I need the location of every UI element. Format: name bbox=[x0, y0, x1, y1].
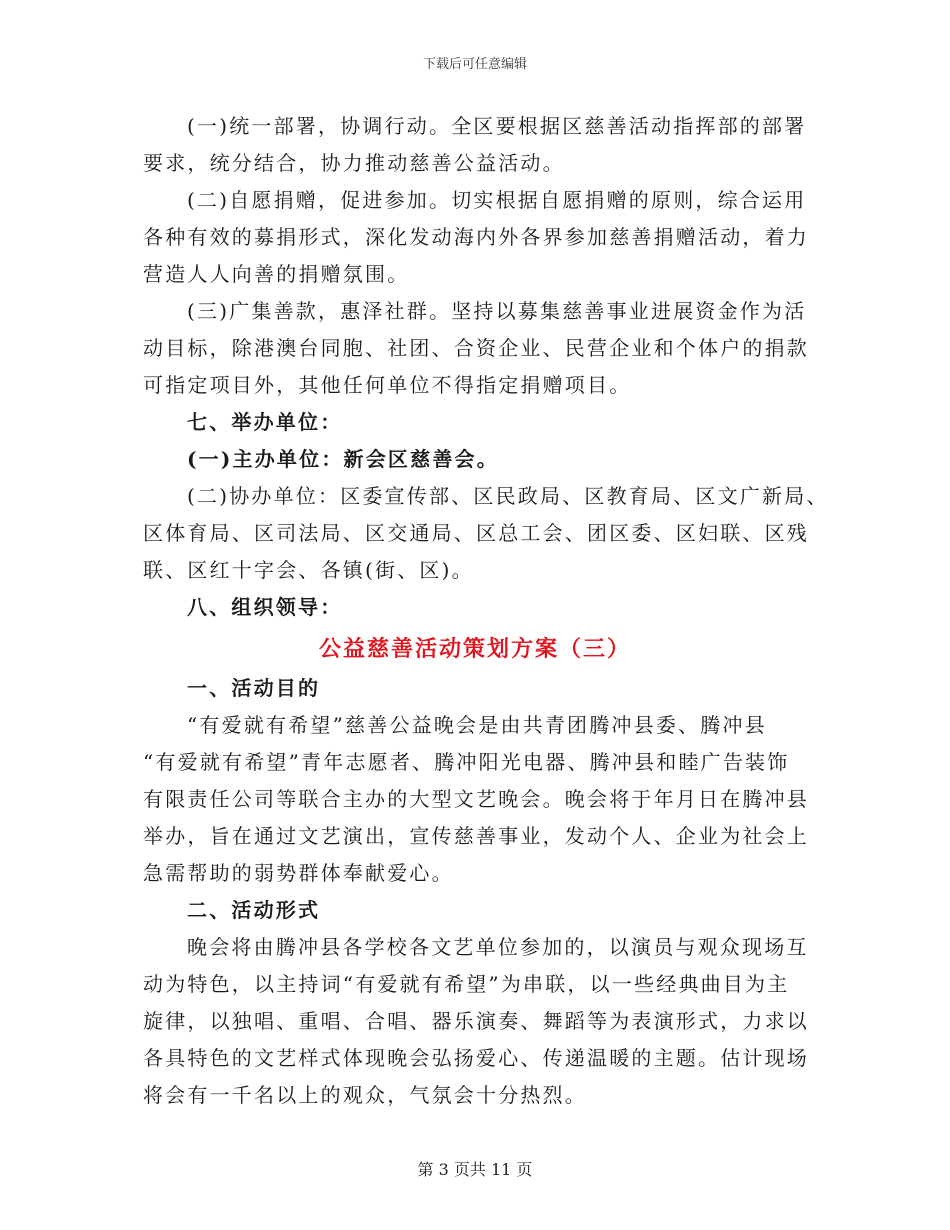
text-line: (一)统一部署，协调行动。全区要根据区慈善活动指挥部的部署 bbox=[187, 114, 807, 138]
page-header: 下载后可任意编辑 bbox=[422, 57, 527, 72]
text-line: 将会有一千名以上的观众，气氛会十分热烈。 bbox=[143, 1083, 587, 1107]
paragraph-1 bbox=[143, 108, 808, 182]
section-heading: 二、活动形式 bbox=[187, 898, 321, 922]
text-line: (二)协办单位：区委宣传部、区民政局、区教育局、区文广新局、 bbox=[187, 484, 829, 508]
text-line: 动为特色，以主持词“有爱就有希望”为串联，以一些经典曲目为主 bbox=[143, 972, 790, 996]
text-line: 各种有效的募捐形式，深化发动海内外各界参加慈善捐赠活动，着力 bbox=[143, 225, 809, 249]
document-title: 公益慈善活动策划方案（三） bbox=[318, 636, 631, 662]
text-line: “有爱就有希望”青年志愿者、腾冲阳光电器、腾冲县和睦广告装饰 bbox=[143, 750, 790, 774]
text-line: 各具特色的文艺样式体现晚会弘扬爱心、传递温暖的主题。估计现场 bbox=[143, 1046, 809, 1070]
text-line: 营造人人向善的捐赠氛围。 bbox=[143, 262, 410, 286]
page-number-footer: 第 3 页共 11 页 bbox=[417, 1160, 533, 1179]
text-line: 区体育局、区司法局、区交通局、区总工会、团区委、区妇联、区残 bbox=[143, 521, 809, 545]
text-line: 旋律，以独唱、重唱、合唱、器乐演奏、舞蹈等为表演形式，力求以 bbox=[143, 1009, 809, 1033]
paragraph-3 bbox=[143, 293, 808, 404]
host-unit-line: (一)主办单位：新会区慈善会。 bbox=[187, 447, 499, 471]
format-paragraph bbox=[143, 929, 808, 1114]
text-line: 联、区红十字会、各镇(街、区)。 bbox=[143, 558, 474, 582]
text-line: (二)自愿捐赠，促进参加。切实根据自愿捐赠的原则，综合运用 bbox=[187, 188, 807, 212]
text-line: 急需帮助的弱势群体奉献爱心。 bbox=[143, 861, 454, 885]
document-body bbox=[143, 108, 829, 626]
section-heading: 一、活动目的 bbox=[187, 676, 321, 700]
document-body-part2 bbox=[143, 670, 808, 1114]
section-heading: 八、组织领导： bbox=[187, 595, 343, 619]
text-line: 晚会将由腾冲县各学校各文艺单位参加的，以演员与观众现场互 bbox=[187, 935, 809, 959]
text-line: 可指定项目外，其他任何单位不得指定捐赠项目。 bbox=[143, 373, 632, 397]
section-heading: 七、举办单位： bbox=[187, 410, 343, 434]
purpose-paragraph bbox=[143, 707, 808, 892]
text-line: 有限责任公司等联合主办的大型文艺晚会。晚会将于年月日在腾冲县 bbox=[143, 787, 809, 811]
text-line: 要求，统分结合，协力推动慈善公益活动。 bbox=[143, 151, 565, 175]
text-line: 举办，旨在通过文艺演出，宣传慈善事业，发动个人、企业为社会上 bbox=[143, 824, 809, 848]
co-host-paragraph bbox=[143, 478, 829, 589]
paragraph-2 bbox=[143, 182, 808, 293]
text-line: (三)广集善款，惠泽社群。坚持以募集慈善事业进展资金作为活 bbox=[187, 299, 807, 323]
text-line: “有爱就有希望”慈善公益晚会是由共青团腾冲县委、腾冲县 bbox=[187, 713, 767, 737]
text-line: 动目标，除港澳台同胞、社团、合资企业、民营企业和个体户的捐款 bbox=[143, 336, 809, 360]
